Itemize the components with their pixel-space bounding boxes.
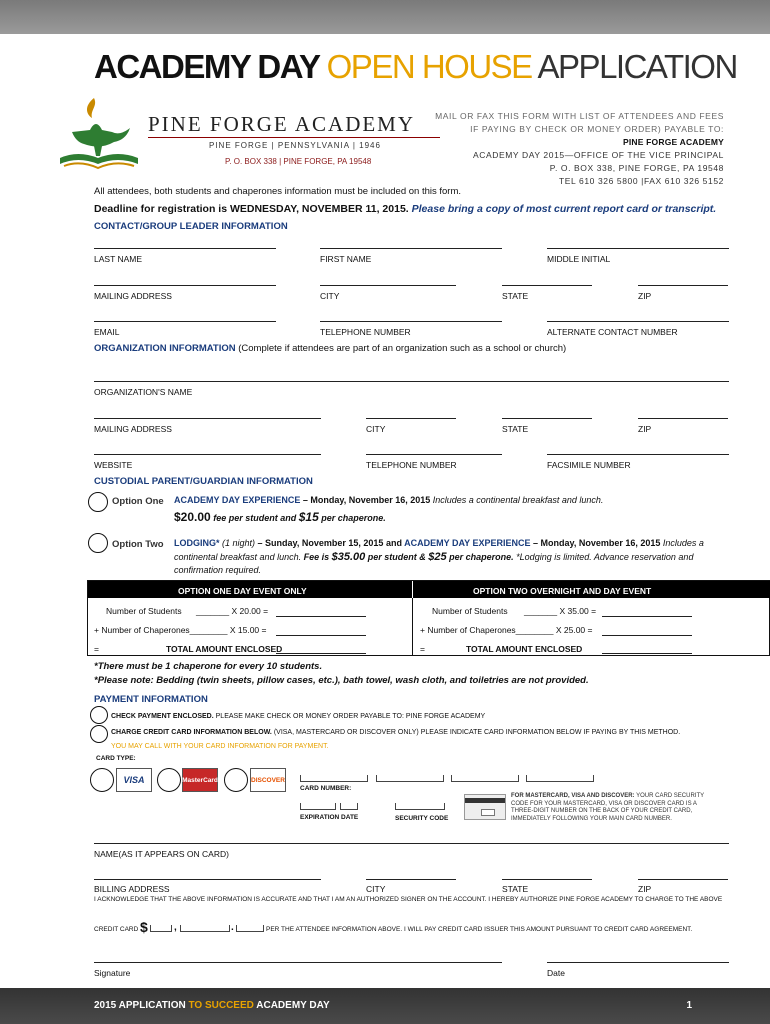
logo-name: PINE FORGE ACADEMY <box>148 112 416 136</box>
last-name-label: LAST NAME <box>94 254 143 264</box>
org-note: (Complete if attendees are part of an organization such as a school or church) <box>235 343 567 354</box>
chaperone-note: *There must be 1 chaperone for every 10 students. <box>94 661 323 672</box>
authorization-text: PER THE ATTENDEE INFORMATION ABOVE. I WILL PAY CREDIT CARD ISSUER THIS AMOUNT PURSUANT TO CREDIT CARD AGREEMENT. <box>266 926 693 933</box>
option-two-line-1: LODGING* (1 night) – Sunday, November 15, 2015 and ACADEMY DAY EXPERIENCE – Monday, November 16, 2015 Includes a <box>174 538 704 548</box>
logo-address: P. O. BOX 338 | PINE FORGE, PA 19548 <box>225 157 372 166</box>
org-city-field[interactable] <box>366 418 456 419</box>
credit-card-radio[interactable] <box>90 725 108 743</box>
opt2-total-amount[interactable] <box>602 653 692 654</box>
billing-city-field[interactable] <box>366 879 456 880</box>
opt1-students-amount[interactable] <box>276 616 366 617</box>
option-one-desc: ACADEMY DAY EXPERIENCE – Monday, November 16, 2015 Includes a continental breakfast and lunch. <box>174 495 604 505</box>
expiration-year[interactable] <box>340 803 358 810</box>
telephone-label: TELEPHONE NUMBER <box>320 327 411 337</box>
org-heading: ORGANIZATION INFORMATION <box>94 343 236 354</box>
card-number-group-2[interactable] <box>376 775 444 782</box>
opt1-chaperones[interactable]: + Number of Chaperones________ X 15.00 = <box>94 625 267 635</box>
billing-address-field[interactable] <box>94 879 321 880</box>
email-field[interactable] <box>94 321 276 322</box>
lamp-and-book-icon <box>54 92 144 180</box>
option-one-label: Option One <box>112 496 164 507</box>
amount-cents[interactable] <box>236 925 264 932</box>
cardholder-name-field[interactable] <box>94 843 729 844</box>
card-number-group-4[interactable] <box>526 775 594 782</box>
deadline-note: Please bring a copy of most current report card or transcript. <box>411 203 717 215</box>
opt1-chaperones-amount[interactable] <box>276 635 366 636</box>
state-label: STATE <box>502 291 529 301</box>
visa-icon: VISA <box>116 768 152 792</box>
top-banner <box>0 0 770 34</box>
option-one-column-title: OPTION ONE DAY EVENT ONLY <box>178 586 307 596</box>
fax-label: FACSIMILE NUMBER <box>547 460 631 470</box>
check-payment-radio[interactable] <box>90 706 108 724</box>
opt1-students-calc[interactable]: _______ X 20.00 = <box>196 606 269 616</box>
option-one-radio[interactable] <box>88 492 108 512</box>
billing-state-field[interactable] <box>502 879 592 880</box>
page-number: 1 <box>686 1000 692 1011</box>
credit-card-label: CREDIT CARD <box>94 926 139 933</box>
last-name-field[interactable] <box>94 248 276 249</box>
mastercard-icon: MasterCard <box>182 768 218 792</box>
intro-text: All attendees, both students and chaperones information must be included on this form. <box>94 186 462 197</box>
mail-phone-fax: TEL 610 326 5800 |FAX 610 326 5152 <box>558 176 724 186</box>
amount-point: . <box>231 922 234 933</box>
fax-field[interactable] <box>547 454 729 455</box>
opt2-total-label: TOTAL AMOUNT ENCLOSED <box>466 644 583 654</box>
option-two-label: Option Two <box>112 539 164 550</box>
visa-radio[interactable] <box>90 768 114 792</box>
date-label: Date <box>547 968 565 978</box>
telephone-field[interactable] <box>320 321 502 322</box>
option-two-radio[interactable] <box>88 533 108 553</box>
org-zip-field[interactable] <box>638 418 728 419</box>
opt2-students-amount[interactable] <box>602 616 692 617</box>
middle-initial-label: MIDDLE INITIAL <box>547 254 611 264</box>
bedding-note: *Please note: Bedding (twin sheets, pillow cases, etc.), bath towel, wash cloth, and toiletries are not provided. <box>94 675 589 686</box>
amount-thousands[interactable] <box>180 925 230 932</box>
expiration-month[interactable] <box>300 803 336 810</box>
signature-field[interactable] <box>94 962 502 963</box>
fee-table <box>87 580 770 656</box>
deadline-text <box>94 203 716 215</box>
discover-radio[interactable] <box>224 768 248 792</box>
card-number-group-3[interactable] <box>451 775 519 782</box>
card-number-label: CARD NUMBER: <box>300 785 352 792</box>
mail-payee: PINE FORGE ACADEMY <box>622 137 724 147</box>
billing-city-label: CITY <box>366 884 386 894</box>
logo-subtitle: PINE FORGE | PENNSYLVANIA | 1946 <box>209 141 381 150</box>
opt2-students-label: Number of Students <box>432 606 508 616</box>
org-phone-label: TELEPHONE NUMBER <box>366 460 457 470</box>
date-field[interactable] <box>547 962 729 963</box>
opt1-total-amount[interactable] <box>276 653 366 654</box>
opt1-students-label: Number of Students <box>106 606 182 616</box>
zip-field[interactable] <box>638 285 728 286</box>
mailing-instructions <box>435 110 724 188</box>
card-type-label: CARD TYPE: <box>96 755 136 762</box>
first-name-field[interactable] <box>320 248 502 249</box>
website-field[interactable] <box>94 454 321 455</box>
org-phone-field[interactable] <box>366 454 502 455</box>
dollar-sign: $ <box>140 919 148 935</box>
option-one-fee: $20.00 fee per student and $15 per chaperone. <box>174 510 386 524</box>
security-code-input[interactable] <box>395 803 445 810</box>
call-note: YOU MAY CALL WITH YOUR CARD INFORMATION FOR PAYMENT. <box>111 743 329 750</box>
credit-card-text: CHARGE CREDIT CARD INFORMATION BELOW. (VISA, MASTERCARD OR DISCOVER ONLY) PLEASE INDICATE CARD INFORMATION BELOW IF PAYING BY THIS METHOD. <box>111 729 681 736</box>
mail-line-2: IF PAYING BY CHECK OR MONEY ORDER) PAYABLE TO: <box>470 124 724 134</box>
custodial-heading: CUSTODIAL PARENT/GUARDIAN INFORMATION <box>94 476 313 487</box>
org-name-label: ORGANIZATION'S NAME <box>94 387 193 397</box>
mailing-address-label: MAILING ADDRESS <box>94 291 172 301</box>
org-city-label: CITY <box>366 424 386 434</box>
alternate-contact-label: ALTERNATE CONTACT NUMBER <box>547 327 678 337</box>
footer-title: 2015 APPLICATION TO SUCCEED ACADEMY DAY <box>94 1000 330 1011</box>
billing-zip-label: ZIP <box>638 884 652 894</box>
org-mailing-field[interactable] <box>94 418 321 419</box>
deadline-bold: Deadline for registration is WEDNESDAY, NOVEMBER 11, 2015. <box>94 203 409 215</box>
mailing-address-field[interactable] <box>94 285 276 286</box>
billing-state-label: STATE <box>502 884 529 894</box>
card-back-icon <box>464 794 506 820</box>
opt2-equals: = <box>420 644 425 654</box>
check-payment-text: CHECK PAYMENT ENCLOSED. PLEASE MAKE CHECK OR MONEY ORDER PAYABLE TO: PINE FORGE ACADEMY <box>111 713 486 720</box>
org-name-field[interactable] <box>94 381 729 382</box>
signature-label: Signature <box>94 968 131 978</box>
opt1-equals: = <box>94 644 99 654</box>
option-two-column-title: OPTION TWO OVERNIGHT AND DAY EVENT <box>473 586 652 596</box>
opt1-total-label: TOTAL AMOUNT ENCLOSED <box>166 644 283 654</box>
mail-line-5: P. O. BOX 338, PINE FORGE, PA 19548 <box>549 163 724 173</box>
alternate-contact-field[interactable] <box>547 321 729 322</box>
org-heading-row <box>94 343 566 354</box>
amount-comma: , <box>174 922 177 933</box>
city-label: CITY <box>320 291 340 301</box>
billing-zip-field[interactable] <box>638 879 728 880</box>
first-name-label: FIRST NAME <box>320 254 372 264</box>
option-two-line-3: confirmation required. <box>174 565 262 575</box>
org-zip-label: ZIP <box>638 424 652 434</box>
amount-hundreds[interactable] <box>150 925 172 932</box>
school-logo <box>54 92 449 180</box>
website-label: WEBSITE <box>94 460 133 470</box>
mail-line-4: ACADEMY DAY 2015—OFFICE OF THE VICE PRINCIPAL <box>472 150 724 160</box>
middle-initial-field[interactable] <box>547 248 729 249</box>
org-mailing-label: MAILING ADDRESS <box>94 424 172 434</box>
discover-icon: DISCOVER <box>250 768 286 792</box>
security-code-explanation: FOR MASTERCARD, VISA AND DISCOVER: YOUR CARD SECURITY CODE FOR YOUR MASTERCARD, VISA OR DISCOVER CARD IS A THREE-DIGIT NUMBER ON THE BACK OF YOUR CREDIT CARD, IMMEDIATELY FOLLOWING YOUR MAIN CARD NUMBER. <box>511 793 705 822</box>
security-label: SECURITY CODE <box>395 815 449 822</box>
org-state-label: STATE <box>502 424 529 434</box>
opt2-chaperones-amount[interactable] <box>602 635 692 636</box>
mastercard-radio[interactable] <box>157 768 181 792</box>
org-state-field[interactable] <box>502 418 592 419</box>
card-number-group-1[interactable] <box>300 775 368 782</box>
city-field[interactable] <box>320 285 456 286</box>
acknowledgement-text: I ACKNOWLEDGE THAT THE ABOVE INFORMATION IS ACCURATE AND THAT I AM AN AUTHORIZED SIGNER ON THE ACCOUNT. I HEREBY AUTHORIZE PINE FORGE ACADEMY TO CHARGE TO THE ABOVE <box>94 896 723 903</box>
mail-line-1: MAIL OR FAX THIS FORM WITH LIST OF ATTENDEES AND FEES <box>435 111 724 121</box>
page-footer <box>0 988 770 1024</box>
option-two-line-2: continental breakfast and lunch. Fee is $35.00 per student & $25 per chaperone. *Lodging is limited. Advance reservation and <box>174 551 694 563</box>
expiration-label: EXPIRATION DATE <box>300 814 359 821</box>
zip-label: ZIP <box>638 291 652 301</box>
logo-rule <box>148 137 440 138</box>
billing-address-label: BILLING ADDRESS <box>94 884 170 894</box>
opt2-students-calc[interactable]: _______ X 35.00 = <box>524 606 597 616</box>
table-divider <box>412 598 413 656</box>
state-field[interactable] <box>502 285 592 286</box>
cardholder-name-label: NAME(AS IT APPEARS ON CARD) <box>94 849 229 859</box>
email-label: EMAIL <box>94 327 120 337</box>
contact-heading: CONTACT/GROUP LEADER INFORMATION <box>94 221 288 232</box>
page-title: ACADEMY DAY OPEN HOUSE APPLICATION <box>94 48 737 85</box>
payment-heading: PAYMENT INFORMATION <box>94 694 208 705</box>
opt2-chaperones[interactable]: + Number of Chaperones________ X 25.00 = <box>420 625 593 635</box>
